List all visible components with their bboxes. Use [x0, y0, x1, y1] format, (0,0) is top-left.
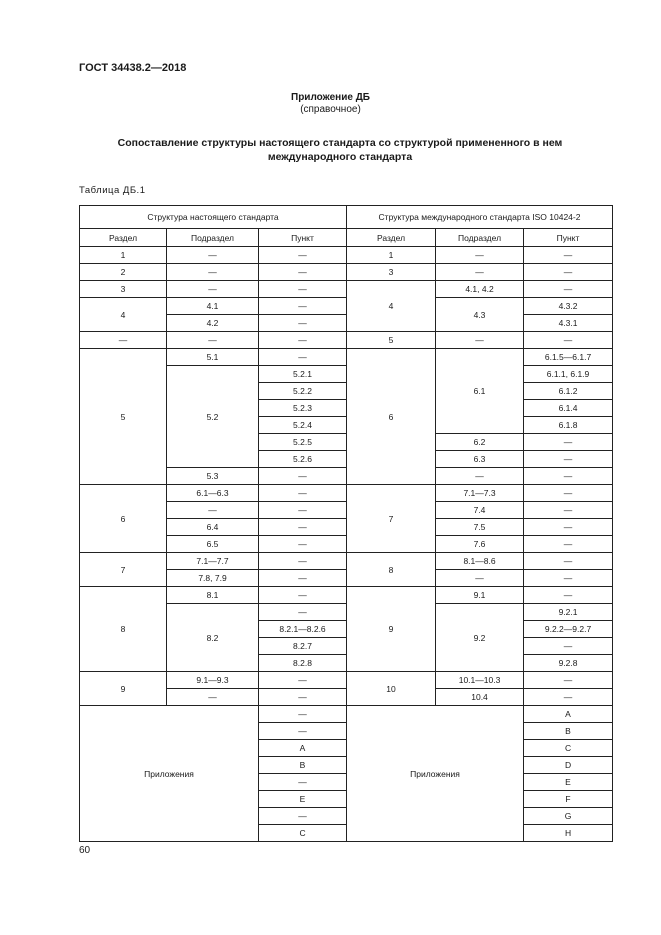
table-cell: 1	[80, 247, 167, 264]
table-cell: —	[259, 672, 347, 689]
table-cell: —	[524, 434, 613, 451]
table-cell: —	[167, 281, 259, 298]
table-cell: —	[524, 553, 613, 570]
annex-type: (справочное)	[300, 104, 361, 115]
table-cell: —	[436, 570, 524, 587]
table-row	[80, 332, 613, 349]
table-cell: 9.1	[436, 587, 524, 604]
table-row	[80, 553, 613, 570]
table-cell: 3	[80, 281, 167, 298]
col-header: Подраздел	[436, 229, 524, 247]
table-row	[80, 247, 613, 264]
table-cell: 4	[347, 281, 436, 332]
table-cell: —	[259, 247, 347, 264]
table-cell: —	[167, 332, 259, 349]
comparison-table	[79, 205, 613, 842]
table-cell: —	[259, 519, 347, 536]
table-cell: 9.2	[436, 604, 524, 672]
table-cell: —	[259, 553, 347, 570]
annex-title: Приложение ДБ	[291, 92, 370, 103]
table-cell: —	[259, 587, 347, 604]
table-cell: F	[524, 791, 613, 808]
table-cell: 10	[347, 672, 436, 706]
table-row	[80, 485, 613, 502]
table-cell: —	[259, 774, 347, 791]
table-cell: 7.4	[436, 502, 524, 519]
table-caption: Таблица ДБ.1	[79, 185, 146, 196]
table-cell: 4.2	[167, 315, 259, 332]
table-cell: 4	[80, 298, 167, 332]
table-cell: 4.1, 4.2	[436, 281, 524, 298]
col-header: Раздел	[347, 229, 436, 247]
table-cell: G	[524, 808, 613, 825]
table-cell: —	[167, 689, 259, 706]
table-cell: 7.8, 7.9	[167, 570, 259, 587]
table-cell: 4.3	[436, 298, 524, 332]
table-cell: —	[167, 502, 259, 519]
table-cell: 5.2	[167, 366, 259, 468]
table-cell: 3	[347, 264, 436, 281]
annex-heading-line2: международного стандарта	[267, 151, 413, 163]
table-cell: 8	[347, 553, 436, 587]
table-cell: 6.1.8	[524, 417, 613, 434]
table-cell: 8.1—8.6	[436, 553, 524, 570]
table-cell: —	[524, 247, 613, 264]
table-row	[80, 587, 613, 604]
table-cell: 7	[347, 485, 436, 553]
table-cell: 7.6	[436, 536, 524, 553]
table-cell: E	[524, 774, 613, 791]
annex-heading	[90, 136, 590, 164]
table-cell: 8.2	[167, 604, 259, 672]
table-cell: 9.1—9.3	[167, 672, 259, 689]
table-cell: —	[259, 706, 347, 723]
table-cell: 9.2.1	[524, 604, 613, 621]
table-cell: —	[436, 332, 524, 349]
col-header: Подраздел	[167, 229, 259, 247]
table-cell: —	[524, 485, 613, 502]
table-cell: A	[259, 740, 347, 757]
table-cell: B	[524, 723, 613, 740]
table-cell: —	[259, 723, 347, 740]
table-cell: Приложения	[347, 706, 524, 842]
table-row	[80, 281, 613, 298]
table-cell: —	[259, 315, 347, 332]
table-cell: —	[259, 468, 347, 485]
table-cell: 8.2.1—8.2.6	[259, 621, 347, 638]
table-cell: —	[524, 672, 613, 689]
table-cell: 5.2.3	[259, 400, 347, 417]
table-cell: 7.5	[436, 519, 524, 536]
table-cell: 6.1.2	[524, 383, 613, 400]
table-cell: 8	[80, 587, 167, 672]
group-header-row	[80, 206, 613, 229]
table-cell: —	[259, 604, 347, 621]
table-cell: —	[524, 332, 613, 349]
col-header: Пункт	[524, 229, 613, 247]
table-cell: —	[436, 247, 524, 264]
table-cell: —	[524, 502, 613, 519]
table-cell: —	[259, 808, 347, 825]
table-cell: 4.1	[167, 298, 259, 315]
table-cell: 5	[80, 349, 167, 485]
table-cell: 6	[347, 349, 436, 485]
table-cell: 6.1—6.3	[167, 485, 259, 502]
annex-heading-line1: Сопоставление структуры настоящего стандарта со структурой примененного в нем	[117, 137, 563, 149]
table-cell: —	[167, 264, 259, 281]
table-cell: —	[259, 570, 347, 587]
table-cell: 5.3	[167, 468, 259, 485]
table-cell: 6.1.4	[524, 400, 613, 417]
col-header: Пункт	[259, 229, 347, 247]
table-cell: C	[259, 825, 347, 842]
table-cell: —	[524, 638, 613, 655]
table-row	[80, 672, 613, 689]
table-cell: 9	[347, 587, 436, 672]
table-cell: D	[524, 757, 613, 774]
table-cell: —	[436, 468, 524, 485]
table-cell: —	[167, 247, 259, 264]
table-cell: 9	[80, 672, 167, 706]
table-cell: —	[259, 332, 347, 349]
table-cell: —	[436, 264, 524, 281]
table-cell: —	[524, 689, 613, 706]
table-cell: 7.1—7.3	[436, 485, 524, 502]
table-row	[80, 706, 613, 723]
table-cell: 5.1	[167, 349, 259, 366]
table-cell: —	[524, 281, 613, 298]
table-cell: 6.1.5—6.1.7	[524, 349, 613, 366]
table-cell: 8.2.7	[259, 638, 347, 655]
table-row	[80, 264, 613, 281]
table-cell: 5	[347, 332, 436, 349]
table-cell: —	[259, 349, 347, 366]
table-cell: 9.2.2—9.2.7	[524, 621, 613, 638]
table-cell: —	[259, 485, 347, 502]
table-cell: 6	[80, 485, 167, 553]
table-cell: —	[524, 587, 613, 604]
table-cell: 10.4	[436, 689, 524, 706]
table-cell: —	[259, 298, 347, 315]
table-cell: H	[524, 825, 613, 842]
table-cell: Приложения	[80, 706, 259, 842]
table-cell: —	[524, 519, 613, 536]
table-cell: 10.1—10.3	[436, 672, 524, 689]
table-cell: —	[524, 536, 613, 553]
table-cell: 7	[80, 553, 167, 587]
page-number: 60	[79, 845, 91, 856]
table-cell: —	[80, 332, 167, 349]
table-cell: —	[259, 502, 347, 519]
table-cell: —	[524, 468, 613, 485]
group-header-right: Структура международного стандарта ISO 10424-2	[347, 206, 613, 229]
table-cell: B	[259, 757, 347, 774]
table-cell: —	[524, 451, 613, 468]
table-cell: 5.2.1	[259, 366, 347, 383]
table-cell: 4.3.1	[524, 315, 613, 332]
table-row	[80, 349, 613, 366]
document-code: ГОСТ 34438.2—2018	[79, 62, 187, 74]
table-cell: —	[524, 264, 613, 281]
table-cell: —	[259, 536, 347, 553]
table-cell: —	[259, 281, 347, 298]
table-cell: 7.1—7.7	[167, 553, 259, 570]
table-cell: A	[524, 706, 613, 723]
table-cell: 9.2.8	[524, 655, 613, 672]
table-cell: E	[259, 791, 347, 808]
table-cell: —	[259, 689, 347, 706]
table-cell: 5.2.2	[259, 383, 347, 400]
table-cell: 6.1	[436, 349, 524, 434]
table-cell: —	[524, 570, 613, 587]
table-cell: 2	[80, 264, 167, 281]
table-cell: 5.2.5	[259, 434, 347, 451]
group-header-left: Структура настоящего стандарта	[80, 206, 347, 229]
col-header: Раздел	[80, 229, 167, 247]
column-header-row	[80, 229, 613, 247]
table-cell: 5.2.4	[259, 417, 347, 434]
table-cell: 8.1	[167, 587, 259, 604]
table-cell: 6.4	[167, 519, 259, 536]
table-cell: 6.3	[436, 451, 524, 468]
table-cell: C	[524, 740, 613, 757]
table-cell: 8.2.8	[259, 655, 347, 672]
table-cell: 4.3.2	[524, 298, 613, 315]
table-cell: 1	[347, 247, 436, 264]
table-cell: 6.2	[436, 434, 524, 451]
table-cell: 5.2.6	[259, 451, 347, 468]
table-cell: 6.1.1, 6.1.9	[524, 366, 613, 383]
table-row	[80, 298, 613, 315]
table-cell: —	[259, 264, 347, 281]
table-cell: 6.5	[167, 536, 259, 553]
